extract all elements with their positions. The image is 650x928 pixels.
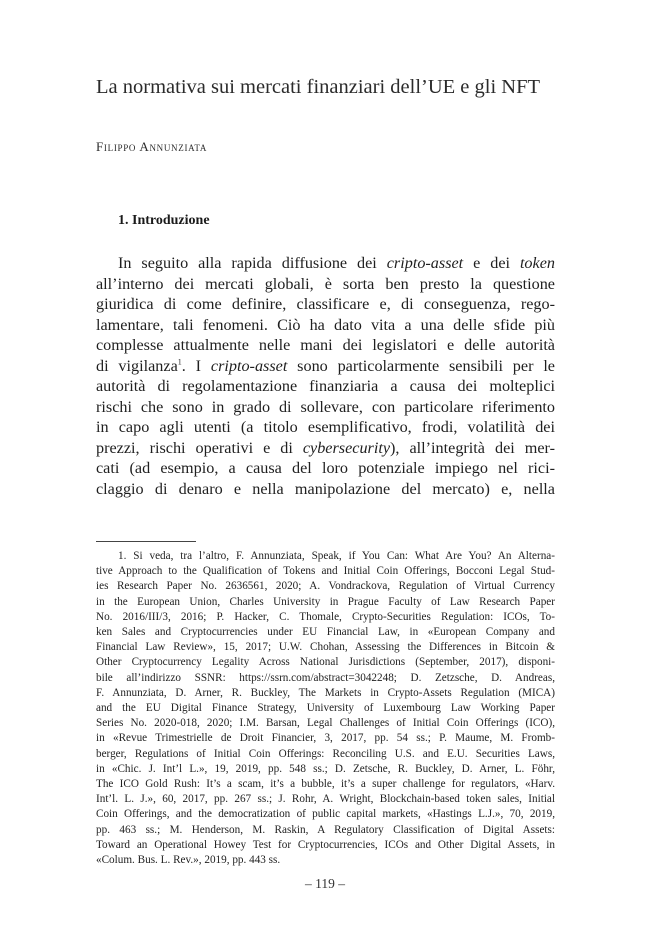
footnote-line: and the EU Digital Finance Strategy, University of Luxembourg Law Working Paper bbox=[96, 702, 555, 715]
footnote-line: in «Chic. J. Int’l L.», 19, 2019, pp. 548 ss.; D. Zetsche, R. Buckley, D. Arner, L. Föhr, bbox=[96, 762, 555, 775]
body-fragment: di vigilanza bbox=[96, 356, 178, 375]
footnote-line: in «Revue Trimestrielle de Droit Financier, 3, 2017, pp. 54 ss.; P. Maume, M. Fromb- bbox=[96, 732, 555, 745]
body-line: lamentare, tali fenomeni. Ciò ha dato vita a una delle sfide più bbox=[96, 315, 555, 334]
footnote-line: Series No. 2020-018, 2020; I.M. Barsan, Legal Challenges of Initial Coin Offerings (ICO), bbox=[96, 717, 555, 730]
body-line: all’interno dei mercati globali, è sorta ben presto la questione bbox=[96, 274, 555, 293]
footnote-line: Int’l. L. J.», 60, 2017, pp. 267 ss.; J. Rohr, A. Wright, Blockchain-based token sales, Initial bbox=[96, 793, 555, 806]
footnote-line: berger, Regulations of Initial Coin Offerings: Reconciling U.S. and E.U. Securities Laws, bbox=[96, 747, 555, 760]
footnote-line: Financial Law Review», 15, 2017; U.W. Chohan, Assessing the Differences in Bitcoin & bbox=[96, 641, 555, 654]
footnote-line: F. Annunziata, D. Arner, R. Buckley, The Markets in Crypto-Assets Regulation (MICA) bbox=[96, 686, 555, 699]
body-line: cati (ad esempio, a causa del loro potenziale impiego nel rici- bbox=[96, 459, 555, 477]
footnote-line: pp. 463 ss.; M. Henderson, M. Raskin, A Regulatory Classification of Digital Assets: bbox=[96, 823, 555, 836]
footnote-line: Other Cryptocurrency Legality Across National Jurisdictions (September, 2017), disponi- bbox=[96, 656, 555, 669]
body-line: prezzi, rischi operativi e di cybersecurity), all’integrità dei mer- bbox=[96, 438, 555, 457]
footnote-line: ken Sales and Cryptocurrencies under EU Financial Law, in «European Company and bbox=[96, 626, 555, 639]
footnote-ref: 1 bbox=[177, 357, 182, 367]
footnote-line: No. 2016/III/3, 2016; P. Hacker, C. Thomale, Crypto-Securities Regulation: ICOs, To- bbox=[96, 610, 555, 623]
footnote-line: Coin Offerings, and the democratization of public capital markets, «Hastings L.J.», 70, 2019, bbox=[96, 808, 555, 821]
footnote-line: The ICO Gold Rush: It’s a scam, it’s a bubble, it’s a super challenge for regulators, «Harv. bbox=[96, 778, 555, 791]
footnote-line: 1. Si veda, tra l’altro, F. Annunziata, Speak, if You Can: What Are You? An Alterna- bbox=[118, 550, 555, 562]
body-line: giuridica di come definire, classificare e, di conseguenza, rego- bbox=[96, 295, 555, 313]
footnote-1 bbox=[96, 549, 555, 868]
footnote-divider bbox=[96, 541, 196, 542]
body-line: In seguito alla rapida diffusione dei cripto-asset e dei token bbox=[118, 254, 555, 272]
body-line: rischi che sono in grado di sollevare, con particolare riferimento bbox=[96, 397, 555, 416]
body-line: complesse attualmente nelle mani dei legislatori e delle autorità bbox=[96, 336, 555, 354]
footnote-line: ies Research Paper No. 2636561, 2020; A. Vondrackova, Regulation of Virtual Currency bbox=[96, 580, 555, 593]
body-line: claggio di denaro e nella manipolazione del mercato) e, nella bbox=[96, 479, 555, 498]
footnote-line: Toward an Operational Howey Test for Cryptocurrencies, ICOs and Other Digital Assets, in bbox=[96, 838, 555, 851]
body-line: autorità di regolamentazione finanziaria a causa dei molteplici bbox=[96, 377, 555, 395]
body-line: in capo agli utenti (a titolo esemplificativo, frodi, volatilità dei bbox=[96, 418, 555, 436]
body-paragraph bbox=[96, 253, 555, 499]
page-number: – 119 – bbox=[305, 876, 345, 891]
section-heading: 1. Introduzione bbox=[118, 213, 210, 228]
footnote-line: tive Approach to the Qualification of Tokens and Initial Coin Offerings, Bocconi Legal Stud- bbox=[96, 565, 555, 578]
footnote-line: bile all’indirizzo SSNR: https://ssrn.com/abstract=3042248; D. Zetzsche, D. Andreas, bbox=[96, 671, 555, 684]
chapter-title: La normativa sui mercati finanziari dell’UE e gli NFT bbox=[96, 76, 541, 98]
chapter-author: Filippo Annunziata bbox=[96, 139, 208, 154]
footnote-line: in the European Union, Charles University in Prague Faculty of Law Research Paper bbox=[96, 595, 555, 608]
body-line: di vigilanza$^1$. I cripto-asset sono particolarmente sensibili per le bbox=[96, 356, 555, 375]
footnote-line: «Colum. Bus. L. Rev.», 2019, pp. 443 ss. bbox=[96, 854, 281, 867]
